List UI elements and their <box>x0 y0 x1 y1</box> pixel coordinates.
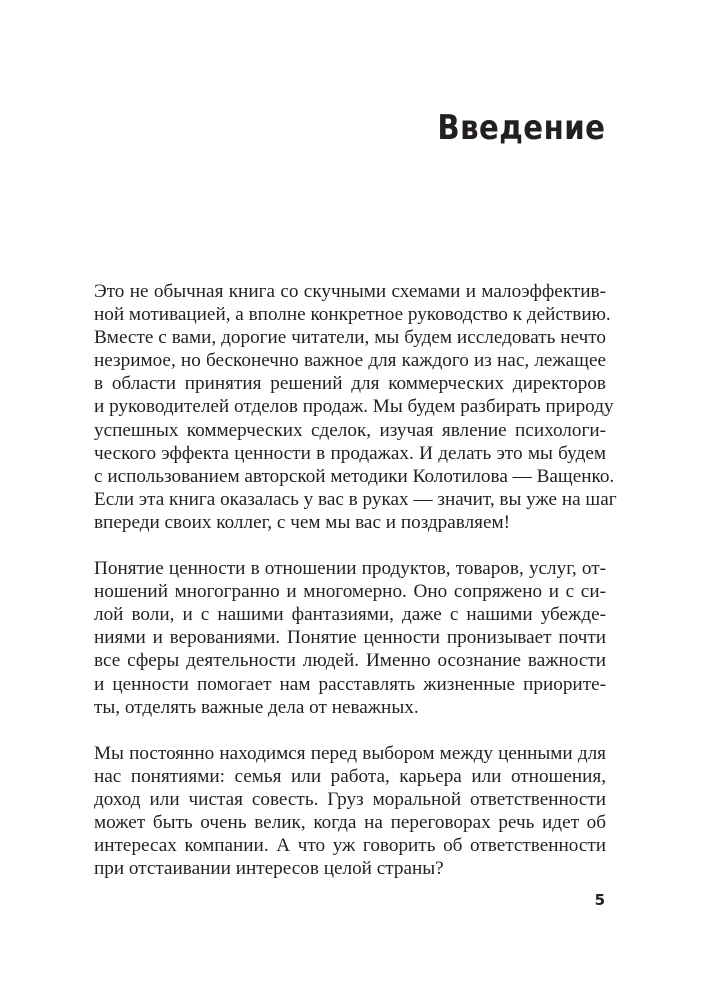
text-line: незримое, но бесконечно важное для каждого из нас, лежащее <box>94 350 606 372</box>
text-line: лой воли, и с нашими фантазиями, даже с нашими убежде- <box>94 604 606 626</box>
text-line: может быть очень велик, когда на переговорах речь идет об <box>94 811 606 833</box>
text-line: в области принятия решений для коммерческих директоров <box>94 373 606 395</box>
text-line: доход или чистая совесть. Груз моральной ответственности <box>94 788 606 810</box>
text-line: нас понятиями: семья или работа, карьера или отношения, <box>94 765 606 787</box>
text-line: Это не обычная книга со скучными схемами и малоэффектив- <box>94 281 606 302</box>
text-line: и руководителей отделов продаж. Мы будем разбирать природу <box>94 396 614 418</box>
text-line: успешных коммерческих сделок, изучая явление психологи- <box>94 419 606 441</box>
text-line: интересах компании. А что уж говорить об ответственности <box>94 835 606 857</box>
page-number: 5 <box>594 891 605 909</box>
text-line: с использованием авторской методики Колотилова — Ващенко. <box>94 465 615 487</box>
text-line: ниями и верованиями. Понятие ценности пронизывает почти <box>94 627 606 649</box>
text-line: Мы постоянно находимся перед выбором между ценными для <box>94 742 606 764</box>
text-line: Вместе с вами, дорогие читатели, мы будем исследовать нечто <box>94 327 606 349</box>
text-line: ношений многогранно и многомерно. Оно сопряжено и с си- <box>94 581 606 603</box>
text-line: и ценности помогает нам расставлять жизненные приорите- <box>94 673 606 695</box>
text-line: ческого эффекта ценности в продажах. И делать это мы будем <box>94 442 606 464</box>
chapter-title: Введение <box>436 108 605 148</box>
paragraph-3 <box>94 742 606 881</box>
paragraph-1 <box>94 280 617 534</box>
paragraph-2 <box>94 557 606 719</box>
text-line: Понятие ценности в отношении продуктов, товаров, услуг, от- <box>94 558 606 580</box>
text-line: все сферы деятельности людей. Именно осознание важности <box>94 650 606 672</box>
text-line: ты, отделять важные дела от неважных. <box>94 696 419 718</box>
text-line: Если эта книга оказалась у вас в руках — значит, вы уже на шаг <box>94 488 617 510</box>
text-line: при отстаивании интересов целой страны? <box>94 858 444 880</box>
text-line: впереди своих коллег, с чем мы вас и поздравляем! <box>94 511 511 533</box>
text-line: ной мотивацией, а вполне конкретное руководство к действию. <box>94 304 611 326</box>
body-text <box>94 280 617 903</box>
